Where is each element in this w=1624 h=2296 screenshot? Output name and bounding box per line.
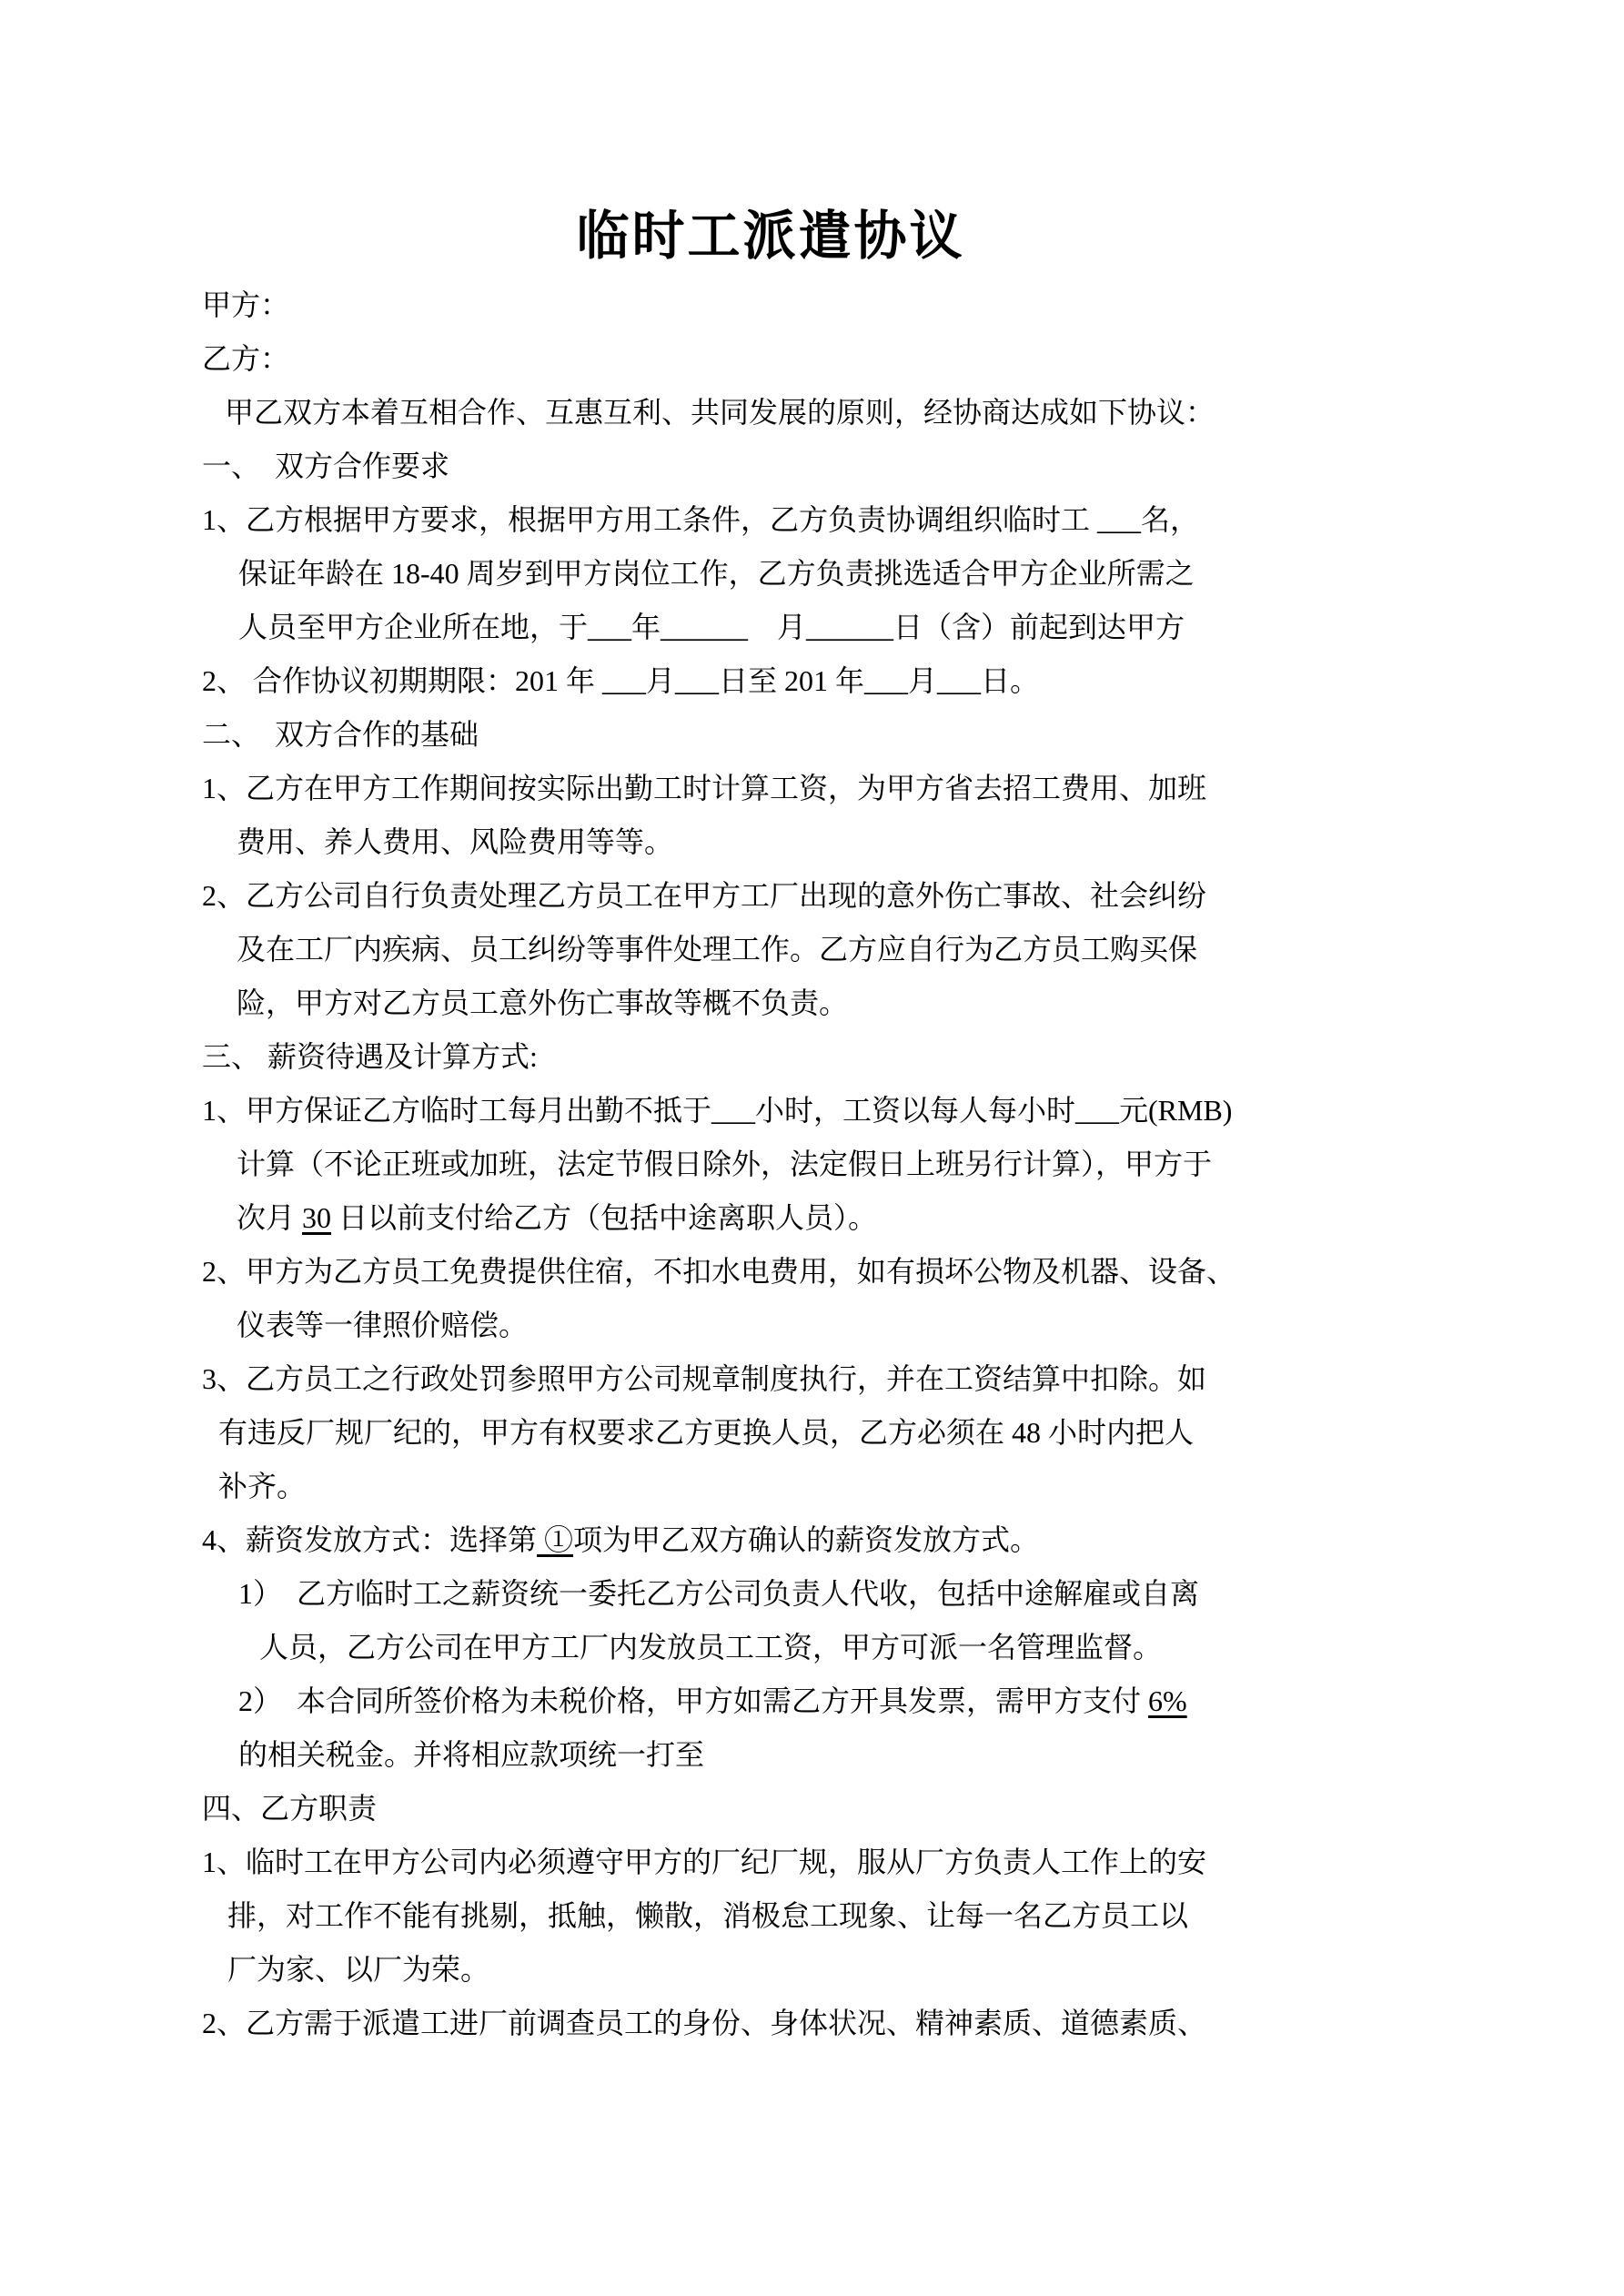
line-text: 4、薪资发放方式：选择第 [202,1523,538,1556]
doc-line: 厂为家、以厂为荣。 [227,1953,490,1986]
doc-line: 1、甲方保证乙方临时工每月出勤不抵于___小时，工资以每人每小时___元(RMB) [202,1094,1233,1127]
doc-line [238,1674,1203,1728]
doc-line: 1、乙方在甲方工作期间按实际出勤工时计算工资，为甲方省去招工费用、加班 [202,772,1207,804]
preamble-line: 甲乙双方本着互相合作、互惠互利、共同发展的原则，经协商达成如下协议： [225,396,1215,429]
doc-line: 1、乙方根据甲方要求，根据甲方用工条件，乙方负责协调组织临时工 ___名， [202,503,1200,536]
document-title: 临时工派遣协议 [576,207,965,266]
doc-line: 补齐。 [218,1470,307,1502]
doc-line: 有违反厂规厂纪的，甲方有权要求乙方更换人员，乙方必须在 48 小时内把人 [218,1416,1195,1449]
doc-line: 计算（不论正班或加班，法定节假日除外，法定假日上班另行计算），甲方于 [237,1148,1213,1180]
doc-line: 2、 合作协议初期期限：201 年 ___月___日至 201 年___月___日。 [202,664,1040,697]
doc-line: 及在工厂内疾病、员工纠纷等事件处理工作。乙方应自行为乙方员工购买保 [237,933,1198,966]
underlined-value: 30 [302,1201,332,1234]
doc-line [202,1513,1203,1567]
doc-line: 险，甲方对乙方员工意外伤亡事故等概不负责。 [237,986,849,1019]
section-1-heading: 一、 双方合作要求 [202,450,450,482]
doc-line: 仪表等一律照价赔偿。 [237,1309,529,1341]
document-body [202,278,1236,2050]
doc-line: 3、乙方员工之行政处罚参照甲方公司规章制度执行，并在工资结算中扣除。如 [202,1362,1207,1395]
doc-line: 保证年龄在 18-40 周岁到甲方岗位工作，乙方负责挑选适合甲方企业所需之 [238,557,1195,590]
doc-line: 人员，乙方公司在甲方工厂内发放员工工资，甲方可派一名管理监督。 [259,1631,1163,1664]
party-b-line: 乙方： [202,342,290,375]
doc-line: 费用、养人费用、风险费用等等。 [237,825,674,858]
section-4-heading: 四、乙方职责 [202,1792,378,1825]
doc-line: 1） 乙方临时工之薪资统一委托乙方公司负责人代收，包括中途解雇或自离 [238,1577,1200,1610]
doc-line: 排，对工作不能有挑剔，抵触，懒散，消极怠工现象、让每一名乙方员工以 [227,1899,1189,1932]
line-text: 项为甲乙双方确认的薪资发放方式。 [573,1523,1040,1556]
party-a-line: 甲方： [202,288,290,321]
doc-line: 人员至甲方企业所在地，于___年______ 月______日（含）前起到达甲方 [238,611,1185,643]
doc-line: 2、甲方为乙方员工免费提供住宿，不扣水电费用，如有损坏公物及机器、设备、 [202,1255,1236,1288]
underlined-value: 6% [1148,1684,1187,1717]
doc-line: 的相关税金。并将相应款项统一打至 [238,1738,705,1771]
line-text: 日以前支付给乙方（包括中途离职人员）。 [331,1201,878,1234]
doc-line: 1、临时工在甲方公司内必须遵守甲方的厂纪厂规，服从厂方负责人工作上的安 [202,1846,1207,1878]
doc-line: 2、乙方需于派遣工进厂前调查员工的身份、身体状况、精神素质、道德素质、 [202,2007,1207,2039]
doc-line: 2、乙方公司自行负责处理乙方员工在甲方工厂出现的意外伤亡事故、社会纠纷 [202,879,1207,912]
underlined-option: ① [537,1523,574,1556]
line-text: 2） 本合同所签价格为未税价格，甲方如需乙方开具发票，需甲方支付 [238,1684,1149,1717]
doc-line [237,1191,1203,1245]
section-3-heading: 三、 薪资待遇及计算方式: [202,1040,538,1073]
line-text: 次月 [237,1201,303,1234]
section-2-heading: 二、 双方合作的基础 [202,718,479,751]
